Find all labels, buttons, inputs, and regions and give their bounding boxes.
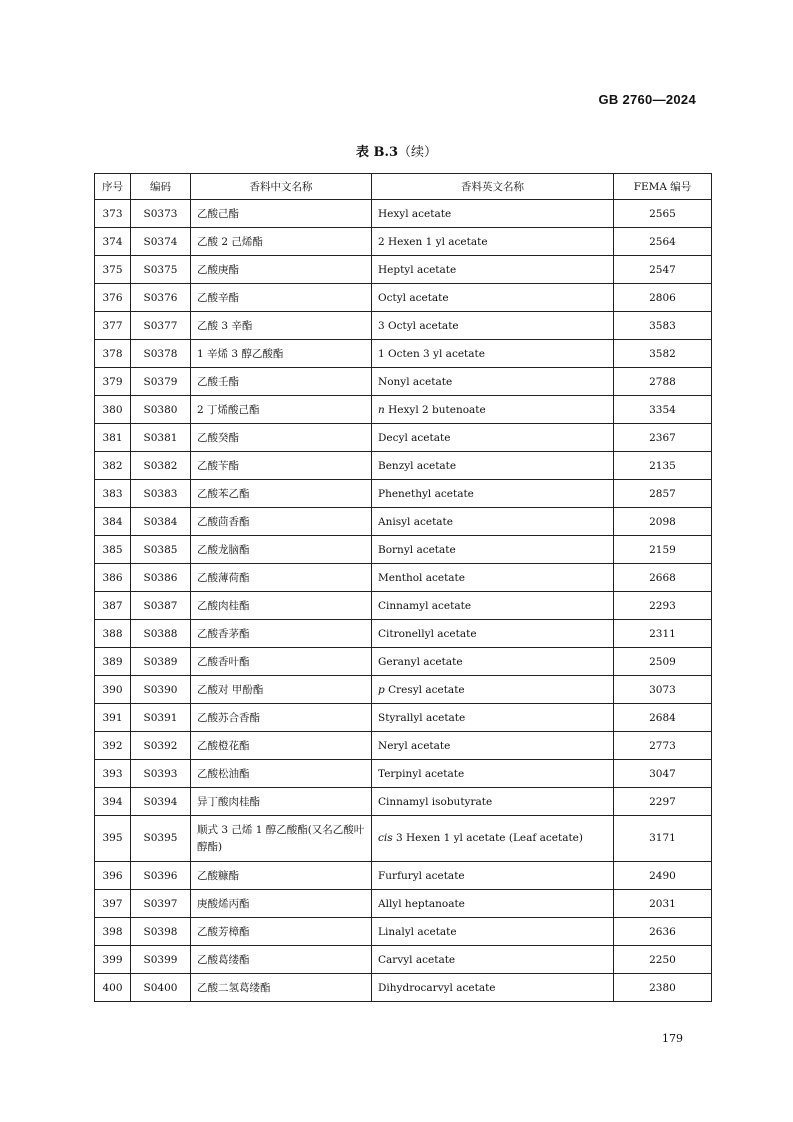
- cell-code: S0376: [131, 284, 191, 312]
- cell-english-name: [372, 946, 614, 974]
- table-row: [95, 564, 712, 592]
- table-body: [95, 200, 712, 1002]
- cell-chinese-name: 乙酸肉桂酯: [191, 592, 372, 620]
- table-row: [95, 760, 712, 788]
- cell-serial: 385: [95, 536, 131, 564]
- cell-serial: 374: [95, 228, 131, 256]
- cell-chinese-name: 乙酸对 甲酚酯: [191, 676, 372, 704]
- column-header-chinese-name: 香料中文名称: [191, 174, 372, 200]
- cell-chinese-name: 顺式 3 己烯 1 醇乙酸酯(又名乙酸叶醇酯): [191, 816, 372, 862]
- cell-chinese-name: 乙酸薄荷酯: [191, 564, 372, 592]
- cell-english-name: [372, 918, 614, 946]
- cell-fema: 2135: [614, 452, 712, 480]
- cell-code: S0383: [131, 480, 191, 508]
- cell-chinese-name: 乙酸芳樟酯: [191, 918, 372, 946]
- cell-english-name: [372, 508, 614, 536]
- cell-english-name: [372, 396, 614, 424]
- cell-chinese-name: 乙酸糠酯: [191, 862, 372, 890]
- cell-fema: 2547: [614, 256, 712, 284]
- table-row: [95, 676, 712, 704]
- english-name-text: Hexyl 2 butenoate: [388, 403, 486, 416]
- cell-fema: 2788: [614, 368, 712, 396]
- cell-serial: 381: [95, 424, 131, 452]
- table-row: [95, 368, 712, 396]
- cell-fema: 2684: [614, 704, 712, 732]
- cell-chinese-name: 乙酸松油酯: [191, 760, 372, 788]
- cell-fema: 2806: [614, 284, 712, 312]
- table-row: [95, 284, 712, 312]
- cell-code: S0398: [131, 918, 191, 946]
- english-name-text: Hexyl acetate: [378, 207, 452, 220]
- english-name-text: Phenethyl acetate: [378, 487, 474, 500]
- table-row: [95, 648, 712, 676]
- english-name-text: 1 Octen 3 yl acetate: [378, 347, 485, 360]
- cell-english-name: [372, 200, 614, 228]
- cell-fema: 2773: [614, 732, 712, 760]
- cell-code: S0382: [131, 452, 191, 480]
- cell-chinese-name: 乙酸苄酯: [191, 452, 372, 480]
- cell-code: S0393: [131, 760, 191, 788]
- cell-serial: 377: [95, 312, 131, 340]
- cell-english-name: [372, 974, 614, 1002]
- english-name-text: 2 Hexen 1 yl acetate: [378, 235, 488, 248]
- english-name-text: Anisyl acetate: [378, 515, 453, 528]
- cell-fema: 2490: [614, 862, 712, 890]
- cell-english-name: [372, 452, 614, 480]
- english-name-text: 3 Octyl acetate: [378, 319, 459, 332]
- cell-english-name: [372, 760, 614, 788]
- cell-serial: 378: [95, 340, 131, 368]
- cell-serial: 388: [95, 620, 131, 648]
- cell-serial: 383: [95, 480, 131, 508]
- cell-chinese-name: 乙酸香茅酯: [191, 620, 372, 648]
- cell-chinese-name: 异丁酸肉桂酯: [191, 788, 372, 816]
- column-header-fema: FEMA 编号: [614, 174, 712, 200]
- cell-chinese-name: 乙酸橙花酯: [191, 732, 372, 760]
- cell-chinese-name: 乙酸辛酯: [191, 284, 372, 312]
- cell-chinese-name: 乙酸苏合香酯: [191, 704, 372, 732]
- english-name-text: Allyl heptanoate: [378, 897, 465, 910]
- table-row: [95, 592, 712, 620]
- column-header-code: 编码: [131, 174, 191, 200]
- cell-serial: 399: [95, 946, 131, 974]
- cell-fema: 2668: [614, 564, 712, 592]
- english-name-prefix: cis: [378, 832, 393, 844]
- cell-code: S0380: [131, 396, 191, 424]
- cell-serial: 382: [95, 452, 131, 480]
- flavor-table: [94, 173, 712, 1002]
- table-row: [95, 862, 712, 890]
- cell-code: S0386: [131, 564, 191, 592]
- english-name-text: Bornyl acetate: [378, 543, 456, 556]
- cell-code: S0385: [131, 536, 191, 564]
- cell-english-name: [372, 480, 614, 508]
- cell-chinese-name: 乙酸香叶酯: [191, 648, 372, 676]
- english-name-text: Menthol acetate: [378, 571, 465, 584]
- cell-serial: 376: [95, 284, 131, 312]
- cell-fema: 3582: [614, 340, 712, 368]
- cell-code: S0374: [131, 228, 191, 256]
- cell-chinese-name: 乙酸庚酯: [191, 256, 372, 284]
- cell-serial: 390: [95, 676, 131, 704]
- table-row: [95, 200, 712, 228]
- cell-fema: 2250: [614, 946, 712, 974]
- cell-code: S0399: [131, 946, 191, 974]
- column-header-serial: 序号: [95, 174, 131, 200]
- cell-chinese-name: 庚酸烯丙酯: [191, 890, 372, 918]
- cell-fema: 3047: [614, 760, 712, 788]
- cell-serial: 391: [95, 704, 131, 732]
- english-name-prefix: n: [378, 403, 385, 416]
- table-caption: [0, 141, 793, 160]
- cell-code: S0391: [131, 704, 191, 732]
- cell-serial: 394: [95, 788, 131, 816]
- cell-english-name: [372, 862, 614, 890]
- cell-english-name: [372, 648, 614, 676]
- cell-english-name: [372, 312, 614, 340]
- cell-chinese-name: 乙酸 2 己烯酯: [191, 228, 372, 256]
- english-name-text: Cresyl acetate: [388, 683, 465, 696]
- cell-code: S0397: [131, 890, 191, 918]
- cell-code: S0375: [131, 256, 191, 284]
- cell-serial: 398: [95, 918, 131, 946]
- cell-serial: 380: [95, 396, 131, 424]
- cell-serial: 373: [95, 200, 131, 228]
- cell-english-name: [372, 368, 614, 396]
- cell-english-name: [372, 732, 614, 760]
- cell-fema: 2380: [614, 974, 712, 1002]
- english-name-text: 3 Hexen 1 yl acetate (Leaf acetate): [395, 832, 583, 844]
- cell-english-name: [372, 676, 614, 704]
- cell-english-name: [372, 424, 614, 452]
- english-name-text: Cinnamyl acetate: [378, 599, 472, 612]
- cell-code: S0381: [131, 424, 191, 452]
- english-name-text: Dihydrocarvyl acetate: [378, 981, 496, 994]
- table-row: [95, 452, 712, 480]
- cell-chinese-name: 乙酸己酯: [191, 200, 372, 228]
- english-name-text: Terpinyl acetate: [378, 767, 465, 780]
- table-row: [95, 620, 712, 648]
- cell-code: S0392: [131, 732, 191, 760]
- cell-fema: 2297: [614, 788, 712, 816]
- cell-english-name: [372, 592, 614, 620]
- cell-serial: 386: [95, 564, 131, 592]
- english-name-text: Heptyl acetate: [378, 263, 457, 276]
- cell-code: S0400: [131, 974, 191, 1002]
- page-number: 179: [662, 1032, 683, 1045]
- cell-chinese-name: 乙酸葛缕酯: [191, 946, 372, 974]
- english-name-text: Benzyl acetate: [378, 459, 457, 472]
- cell-fema: 2857: [614, 480, 712, 508]
- cell-serial: 393: [95, 760, 131, 788]
- cell-fema: 3073: [614, 676, 712, 704]
- standard-code: GB 2760—2024: [598, 92, 696, 107]
- table-row: [95, 788, 712, 816]
- cell-english-name: [372, 256, 614, 284]
- cell-serial: 397: [95, 890, 131, 918]
- cell-fema: 3171: [614, 816, 712, 862]
- table-row: [95, 974, 712, 1002]
- table-row: [95, 256, 712, 284]
- cell-code: S0373: [131, 200, 191, 228]
- cell-code: S0390: [131, 676, 191, 704]
- cell-chinese-name: 乙酸苯乙酯: [191, 480, 372, 508]
- english-name-prefix: p: [378, 683, 385, 696]
- table-row: [95, 816, 712, 862]
- cell-english-name: [372, 564, 614, 592]
- cell-code: S0384: [131, 508, 191, 536]
- table-row: [95, 480, 712, 508]
- cell-english-name: [372, 704, 614, 732]
- table-row: [95, 732, 712, 760]
- table-row: [95, 704, 712, 732]
- cell-fema: 2509: [614, 648, 712, 676]
- english-name-text: Styrallyl acetate: [378, 711, 466, 724]
- cell-fema: 2636: [614, 918, 712, 946]
- cell-fema: 3354: [614, 396, 712, 424]
- english-name-text: Geranyl acetate: [378, 655, 463, 668]
- cell-fema: 2311: [614, 620, 712, 648]
- cell-english-name: [372, 620, 614, 648]
- cell-code: S0378: [131, 340, 191, 368]
- cell-code: S0395: [131, 816, 191, 862]
- cell-chinese-name: 乙酸 3 辛酯: [191, 312, 372, 340]
- cell-code: S0396: [131, 862, 191, 890]
- table-row: [95, 918, 712, 946]
- table-row: [95, 396, 712, 424]
- cell-fema: 2098: [614, 508, 712, 536]
- cell-english-name: [372, 340, 614, 368]
- cell-serial: 379: [95, 368, 131, 396]
- cell-serial: 395: [95, 816, 131, 862]
- cell-code: S0389: [131, 648, 191, 676]
- cell-english-name: [372, 536, 614, 564]
- english-name-text: Furfuryl acetate: [378, 869, 465, 882]
- column-header-english-name: 香料英文名称: [372, 174, 614, 200]
- table-caption-label: 表 B.3: [355, 145, 399, 160]
- table-row: [95, 890, 712, 918]
- cell-english-name: [372, 788, 614, 816]
- cell-serial: 396: [95, 862, 131, 890]
- table-row: [95, 536, 712, 564]
- cell-english-name: [372, 890, 614, 918]
- cell-fema: 2564: [614, 228, 712, 256]
- cell-fema: 2031: [614, 890, 712, 918]
- cell-serial: 389: [95, 648, 131, 676]
- table-row: [95, 228, 712, 256]
- cell-code: S0379: [131, 368, 191, 396]
- cell-fema: 2565: [614, 200, 712, 228]
- cell-chinese-name: 乙酸茴香酯: [191, 508, 372, 536]
- cell-fema: 2367: [614, 424, 712, 452]
- cell-english-name: [372, 816, 614, 862]
- english-name-text: Neryl acetate: [378, 739, 451, 752]
- table-row: [95, 946, 712, 974]
- table-row: [95, 340, 712, 368]
- cell-code: S0387: [131, 592, 191, 620]
- english-name-text: Carvyl acetate: [378, 953, 456, 966]
- cell-code: S0388: [131, 620, 191, 648]
- english-name-text: Nonyl acetate: [378, 375, 453, 388]
- english-name-text: Linalyl acetate: [378, 925, 457, 938]
- table-caption-suffix: （续）: [398, 145, 438, 160]
- table-row: [95, 508, 712, 536]
- cell-english-name: [372, 228, 614, 256]
- english-name-text: Decyl acetate: [378, 431, 451, 444]
- table-row: [95, 424, 712, 452]
- cell-fema: 2293: [614, 592, 712, 620]
- cell-serial: 400: [95, 974, 131, 1002]
- cell-chinese-name: 乙酸二氢葛缕酯: [191, 974, 372, 1002]
- cell-serial: 387: [95, 592, 131, 620]
- cell-chinese-name: 1 辛烯 3 醇乙酸酯: [191, 340, 372, 368]
- english-name-text: Octyl acetate: [378, 291, 449, 304]
- english-name-text: Cinnamyl isobutyrate: [378, 795, 493, 808]
- cell-chinese-name: 乙酸壬酯: [191, 368, 372, 396]
- table-row: [95, 312, 712, 340]
- cell-code: S0377: [131, 312, 191, 340]
- cell-english-name: [372, 284, 614, 312]
- table-header-row: [95, 174, 712, 200]
- cell-fema: 2159: [614, 536, 712, 564]
- cell-code: S0394: [131, 788, 191, 816]
- cell-fema: 3583: [614, 312, 712, 340]
- cell-chinese-name: 乙酸龙脑酯: [191, 536, 372, 564]
- cell-serial: 375: [95, 256, 131, 284]
- cell-chinese-name: 2 丁烯酸己酯: [191, 396, 372, 424]
- cell-serial: 384: [95, 508, 131, 536]
- english-name-text: Citronellyl acetate: [378, 627, 477, 640]
- cell-chinese-name: 乙酸癸酯: [191, 424, 372, 452]
- cell-serial: 392: [95, 732, 131, 760]
